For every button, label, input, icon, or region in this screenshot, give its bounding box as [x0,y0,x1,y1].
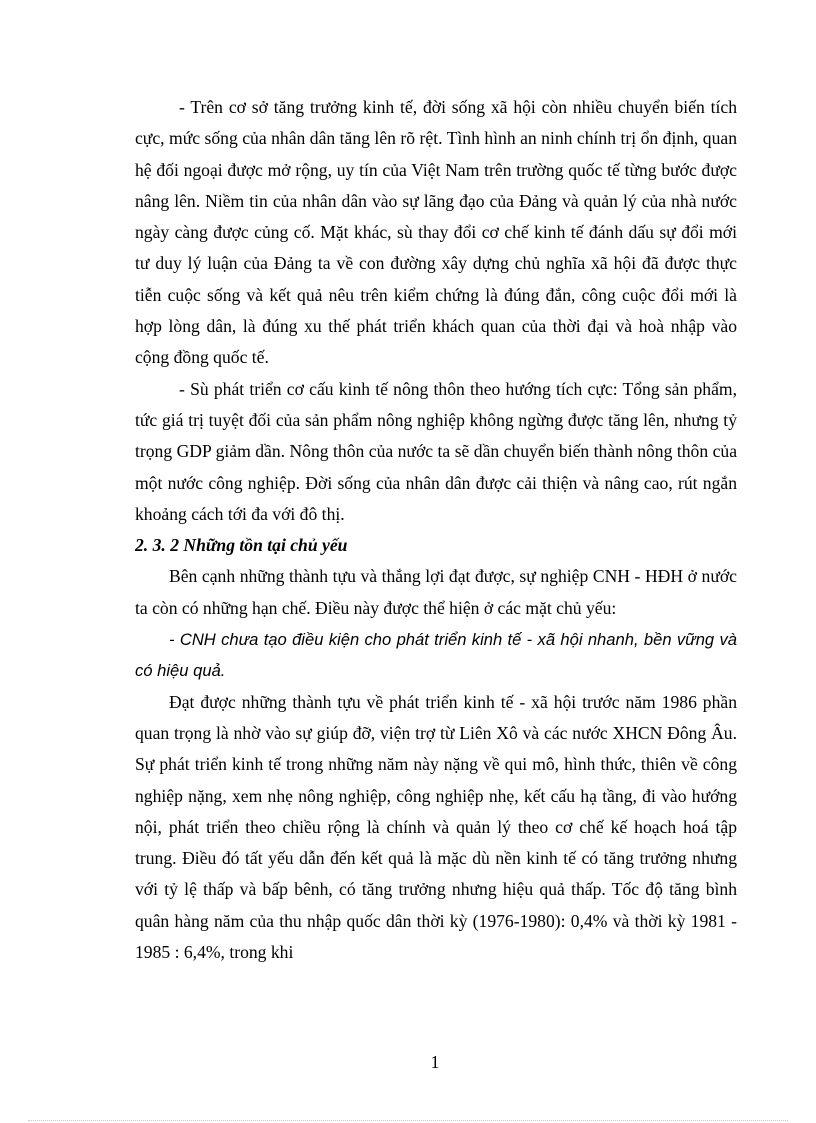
document-body [135,92,737,968]
paragraph-body: Đạt được những thành tựu về phát triển kinh tế - xã hội trước năm 1986 phần quan trọng là nhờ vào sự giúp đỡ, viện trợ từ Liên Xô và các nước XHCN Đông Âu. Sự phát triển kinh tế trong những năm này nặng về qui mô, hình thức, thiên về công nghiệp nặng, xem nhẹ nông nghiệp, công nghiệp nhẹ, kết cấu hạ tầng, đi vào hướng nội, phát triển theo chiều rộng là chính và quản lý theo cơ chế kế hoạch hoá tập trung. Điều đó tất yếu dẫn đến kết quả là mặc dù nền kinh tế có tăng trưởng nhưng với tỷ lệ thấp và bấp bênh, có tăng trưởng nhưng hiệu quả thấp. Tốc độ tăng bình quân hàng năm của thu nhập quốc dân thời kỳ (1976-1980): 0,4% và thời kỳ 1981 - 1985 : 6,4%, trong khi [135,691,737,963]
section-heading: 2. 3. 2 Những tồn tại chủ yếu [135,535,348,556]
paragraph-intro: Bên cạnh những thành tựu và thắng lợi đạt được, sự nghiệp CNH - HĐH ở nước ta còn có những hạn chế. Điều này được thể hiện ở các mặt chủ yếu: [135,566,737,618]
paragraph-rural-economy: - Sù phát triển cơ cấu kinh tế nông thôn theo hướng tích cực: Tổng sản phẩm, tức giá trị tuyệt đối của sản phẩm nông nghiệp không ngừng được tăng lên, nhưng tỷ trọng GDP giảm dần. Nông thôn của nước ta sẽ dần chuyển biến thành nông thôn của một nước công nghiệp. Đời sống của nhân dân được cải thiện và nâng cao, rút ngắn khoảng cách tới đa với đô thị. [135,378,737,524]
paragraph-italic-point: - CNH chưa tạo điều kiện cho phát triển kinh tế - xã hội nhanh, bền vững và có hiệu quả. [135,630,737,681]
page-number: 1 [430,1052,440,1072]
paragraph-social-life: - Trên cơ sở tăng trưởng kinh tế, đời sống xã hội còn nhiều chuyển biến tích cực, mức sống của nhân dân tăng lên rõ rệt. Tình hình an ninh chính trị ổn định, quan hệ đối ngoại được mở rộng, uy tín của Việt Nam trên trường quốc tế từng bước được nâng lên. Niềm tin của nhân dân vào sự lãng đạo của Đảng và quản lý của nhà nước ngày càng được củng cố. Mặt khác, sù thay đổi cơ chế kinh tế đánh dấu sự đổi mới tư duy lý luận của Đảng ta về con đường xây dựng chủ nghĩa xã hội đã được thực tiễn cuộc sống và kết quả nêu trên kiểm chứng là đúng đắn, công cuộc đổi mới là hợp lòng dân, là đúng xu thế phát triển khách quan của thời đại và hoà nhập vào cộng đồng quốc tế. [135,97,737,368]
page-bottom-divider [28,1120,788,1121]
